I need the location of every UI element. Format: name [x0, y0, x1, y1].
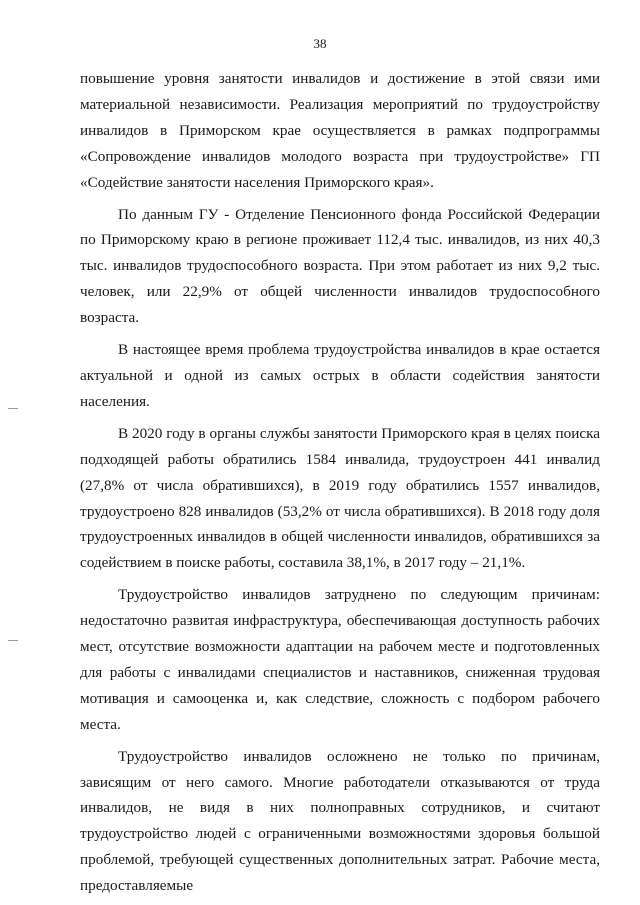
paragraph-4: В 2020 году в органы службы занятости Приморского края в целях поиска подходящей работы обратились 1584 инвалида, трудоустроен 441 инвалид (27,8% от числа обратившихся), в 2019 году обратились 1557 инвалидов, трудоустроено 828 инвалидов (53,2% от числа обратившихся). В 2018 году доля трудоустроенных инвалидов в общей численности инвалидов, обратившихся за содействием в поиске работы, составила 38,1%, в 2017 году – 21,1%.	[80, 424, 600, 572]
paragraph-6: Трудоустройство инвалидов осложнено не только по причинам, зависящим от него самого. Многие работодатели отказываются от труда инвалидов, не видя в них полноправных сотрудников, и считают трудоустройство людей с ограниченными возможностями здоровья большой проблемой, требующей существенных дополнительных затрат. Рабочие места, предоставляемые	[80, 747, 600, 895]
paragraph-2: По данным ГУ - Отделение Пенсионного фонда Российской Федерации по Приморскому краю в регионе проживает 112,4 тыс. инвалидов, из них 40,3 тыс. инвалидов трудоспособного возраста. При этом работает из них 9,2 тыс. человек, или 22,9% от общей численности инвалидов трудоспособного возраста.	[80, 205, 600, 327]
margin-tick-mark	[8, 640, 18, 641]
paragraph-1: повышение уровня занятости инвалидов и достижение в этой связи ими материальной независимости. Реализация мероприятий по трудоустройству инвалидов в Приморском крае осуществляется в рамках подпрограммы «Сопровождение инвалидов молодого возраста при трудоустройстве» ГП «Содействие занятости населения Приморского края».	[80, 70, 600, 191]
margin-tick-mark	[8, 408, 18, 409]
paragraph-3: В настоящее время проблема трудоустройства инвалидов в крае остается актуальной и одной из самых острых в области содействия занятости населения.	[80, 341, 600, 410]
document-body	[80, 66, 600, 905]
page-number: 38	[313, 36, 327, 51]
paragraph-5: Трудоустройство инвалидов затруднено по следующим причинам: недостаточно развитая инфраструктура, обеспечивающая доступность рабочих мест, отсутствие возможности адаптации на рабочем месте и подготовленных для работы с инвалидами специалистов и наставников, сниженная трудовая мотивация и самооценка и, как следствие, сложность с подбором рабочего места.	[80, 586, 600, 733]
